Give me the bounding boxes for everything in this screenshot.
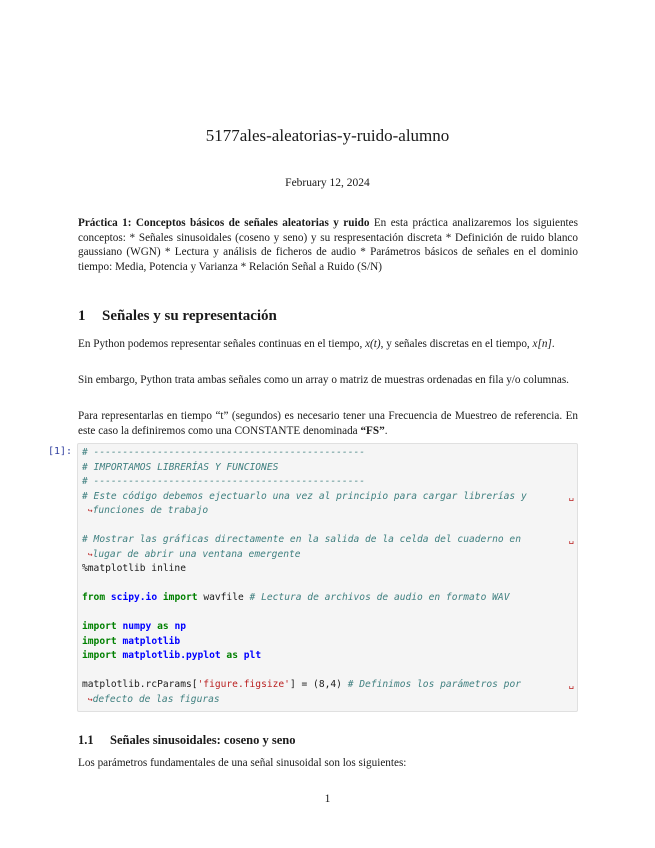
- code-line: [82, 649, 576, 664]
- code-keyword: from: [82, 592, 106, 603]
- code-line-blank: [82, 664, 576, 679]
- document-title: 5177ales-aleatorias-y-ruido-alumno: [205, 126, 450, 145]
- code-line-blank: [82, 519, 576, 534]
- code-module: numpy: [122, 621, 152, 632]
- code-comment: # Mostrar las gráficas directamente en la salida de la celda del cuaderno en: [82, 534, 521, 545]
- code-comment: # Lectura de archivos de audio en formato WAV: [249, 592, 510, 603]
- fs-constant: “FS”: [360, 424, 385, 437]
- math-x-n: x[n]: [532, 338, 552, 350]
- code-line: [82, 461, 576, 476]
- code-line: [82, 693, 576, 708]
- page-number: 1: [324, 793, 331, 805]
- section-1-paragraph-3: [78, 409, 578, 438]
- section-1-paragraph-1: [78, 337, 578, 352]
- code-comment: # -----------------------------------------------: [82, 447, 366, 458]
- code-line: [82, 533, 576, 548]
- code-line: [82, 490, 576, 505]
- code-line: [82, 475, 576, 490]
- section-1-paragraph-2: Sin embargo, Python trata ambas señales como un array o matriz de muestras ordenadas en fila y/o columnas.: [78, 374, 569, 386]
- code-name: ] = (8,4): [289, 679, 348, 690]
- code-block[interactable]: [82, 446, 576, 707]
- code-keyword: import: [82, 621, 117, 632]
- code-keyword: import: [82, 635, 117, 647]
- code-line-blank: [82, 577, 576, 592]
- section-title: Señales y su representación: [102, 308, 277, 324]
- code-comment: # Definimos los parámetros por: [347, 679, 521, 690]
- text-run: En Python podemos representar señales continuas en el tiempo,: [78, 338, 366, 350]
- text-run: .: [551, 338, 555, 350]
- section-1-heading: [78, 308, 277, 325]
- code-keyword: import: [162, 592, 198, 603]
- code-comment: # IMPORTAMOS LIBRERÍAS Y FUNCIONES: [82, 461, 279, 473]
- code-string: 'figure.figsize': [197, 679, 290, 690]
- code-line: [82, 548, 576, 563]
- text-run: Para representarlas en tiempo “t” (segundos) es necesario tener una Frecuencia de Muestreo de referencia. En este caso la definiremos como una CONSTANTE denominada: [78, 410, 578, 437]
- code-comment: # -----------------------------------------------: [82, 476, 366, 487]
- code-module: np: [174, 621, 187, 632]
- line-wrap-icon: ␣: [568, 491, 574, 502]
- code-name: matplotlib.rcParams[: [82, 679, 198, 690]
- continuation-icon: ↪: [87, 549, 93, 559]
- code-line: [82, 504, 576, 519]
- code-keyword: import: [82, 650, 117, 661]
- subsection-number: 1.1: [78, 733, 94, 747]
- code-line: [82, 635, 576, 650]
- line-wrap-icon: ␣: [568, 535, 574, 545]
- code-module: matplotlib.pyplot: [122, 650, 221, 661]
- text-run: , y señales discretas en el tiempo,: [380, 338, 533, 350]
- code-line-blank: [82, 606, 576, 621]
- code-keyword: as: [226, 650, 238, 661]
- math-x-t: x(t): [365, 338, 381, 350]
- code-keyword: as: [157, 621, 169, 632]
- text-run: .: [384, 424, 388, 437]
- cell-prompt: [1]:: [48, 446, 73, 457]
- subsection-title: Señales sinusoidales: coseno y seno: [110, 733, 296, 747]
- subsection-1-1-heading: [78, 733, 295, 748]
- code-line: [82, 620, 576, 635]
- code-module: matplotlib: [122, 635, 181, 647]
- subsection-1-1-paragraph: Los parámetros fundamentales de una señal sinusoidal son los siguientes:: [78, 757, 407, 769]
- code-comment: funciones de trabajo: [92, 505, 209, 516]
- intro-bold-heading: Práctica 1: Conceptos básicos de señales aleatorias y ruido: [78, 217, 370, 229]
- code-line: [82, 562, 576, 577]
- continuation-icon: ↪: [87, 506, 93, 515]
- code-magic: %matplotlib inline: [82, 563, 186, 574]
- code-module: scipy.io: [110, 592, 158, 603]
- code-line: [82, 591, 576, 606]
- intro-paragraph: [78, 216, 578, 274]
- code-line: [82, 446, 576, 461]
- code-module: plt: [243, 650, 262, 661]
- code-line: [82, 678, 576, 693]
- document-date: February 12, 2024: [285, 177, 370, 189]
- intro-text: En esta práctica analizaremos los siguientes conceptos: * Señales sinusoidales (coseno y seno) y su respresentación discreta * Definición de ruido blanco gaussiano (WGN) * Lectura y análisis de ficheros de audio * Parámetros básicos de señales en el dominio tiempo: Media, Potencia y Varianza * Relación Señal a Ruido (S/N): [78, 217, 578, 273]
- code-comment: lugar de abrir una ventana emergente: [92, 548, 301, 560]
- code-name: wavfile: [203, 592, 244, 603]
- section-number: 1: [78, 308, 86, 324]
- line-wrap-icon: ␣: [568, 680, 574, 690]
- code-comment: defecto de las figuras: [92, 693, 220, 705]
- continuation-icon: ↪: [87, 694, 93, 704]
- code-comment: # Este código debemos ejectuarlo una vez al principio para cargar librerías y: [82, 490, 527, 502]
